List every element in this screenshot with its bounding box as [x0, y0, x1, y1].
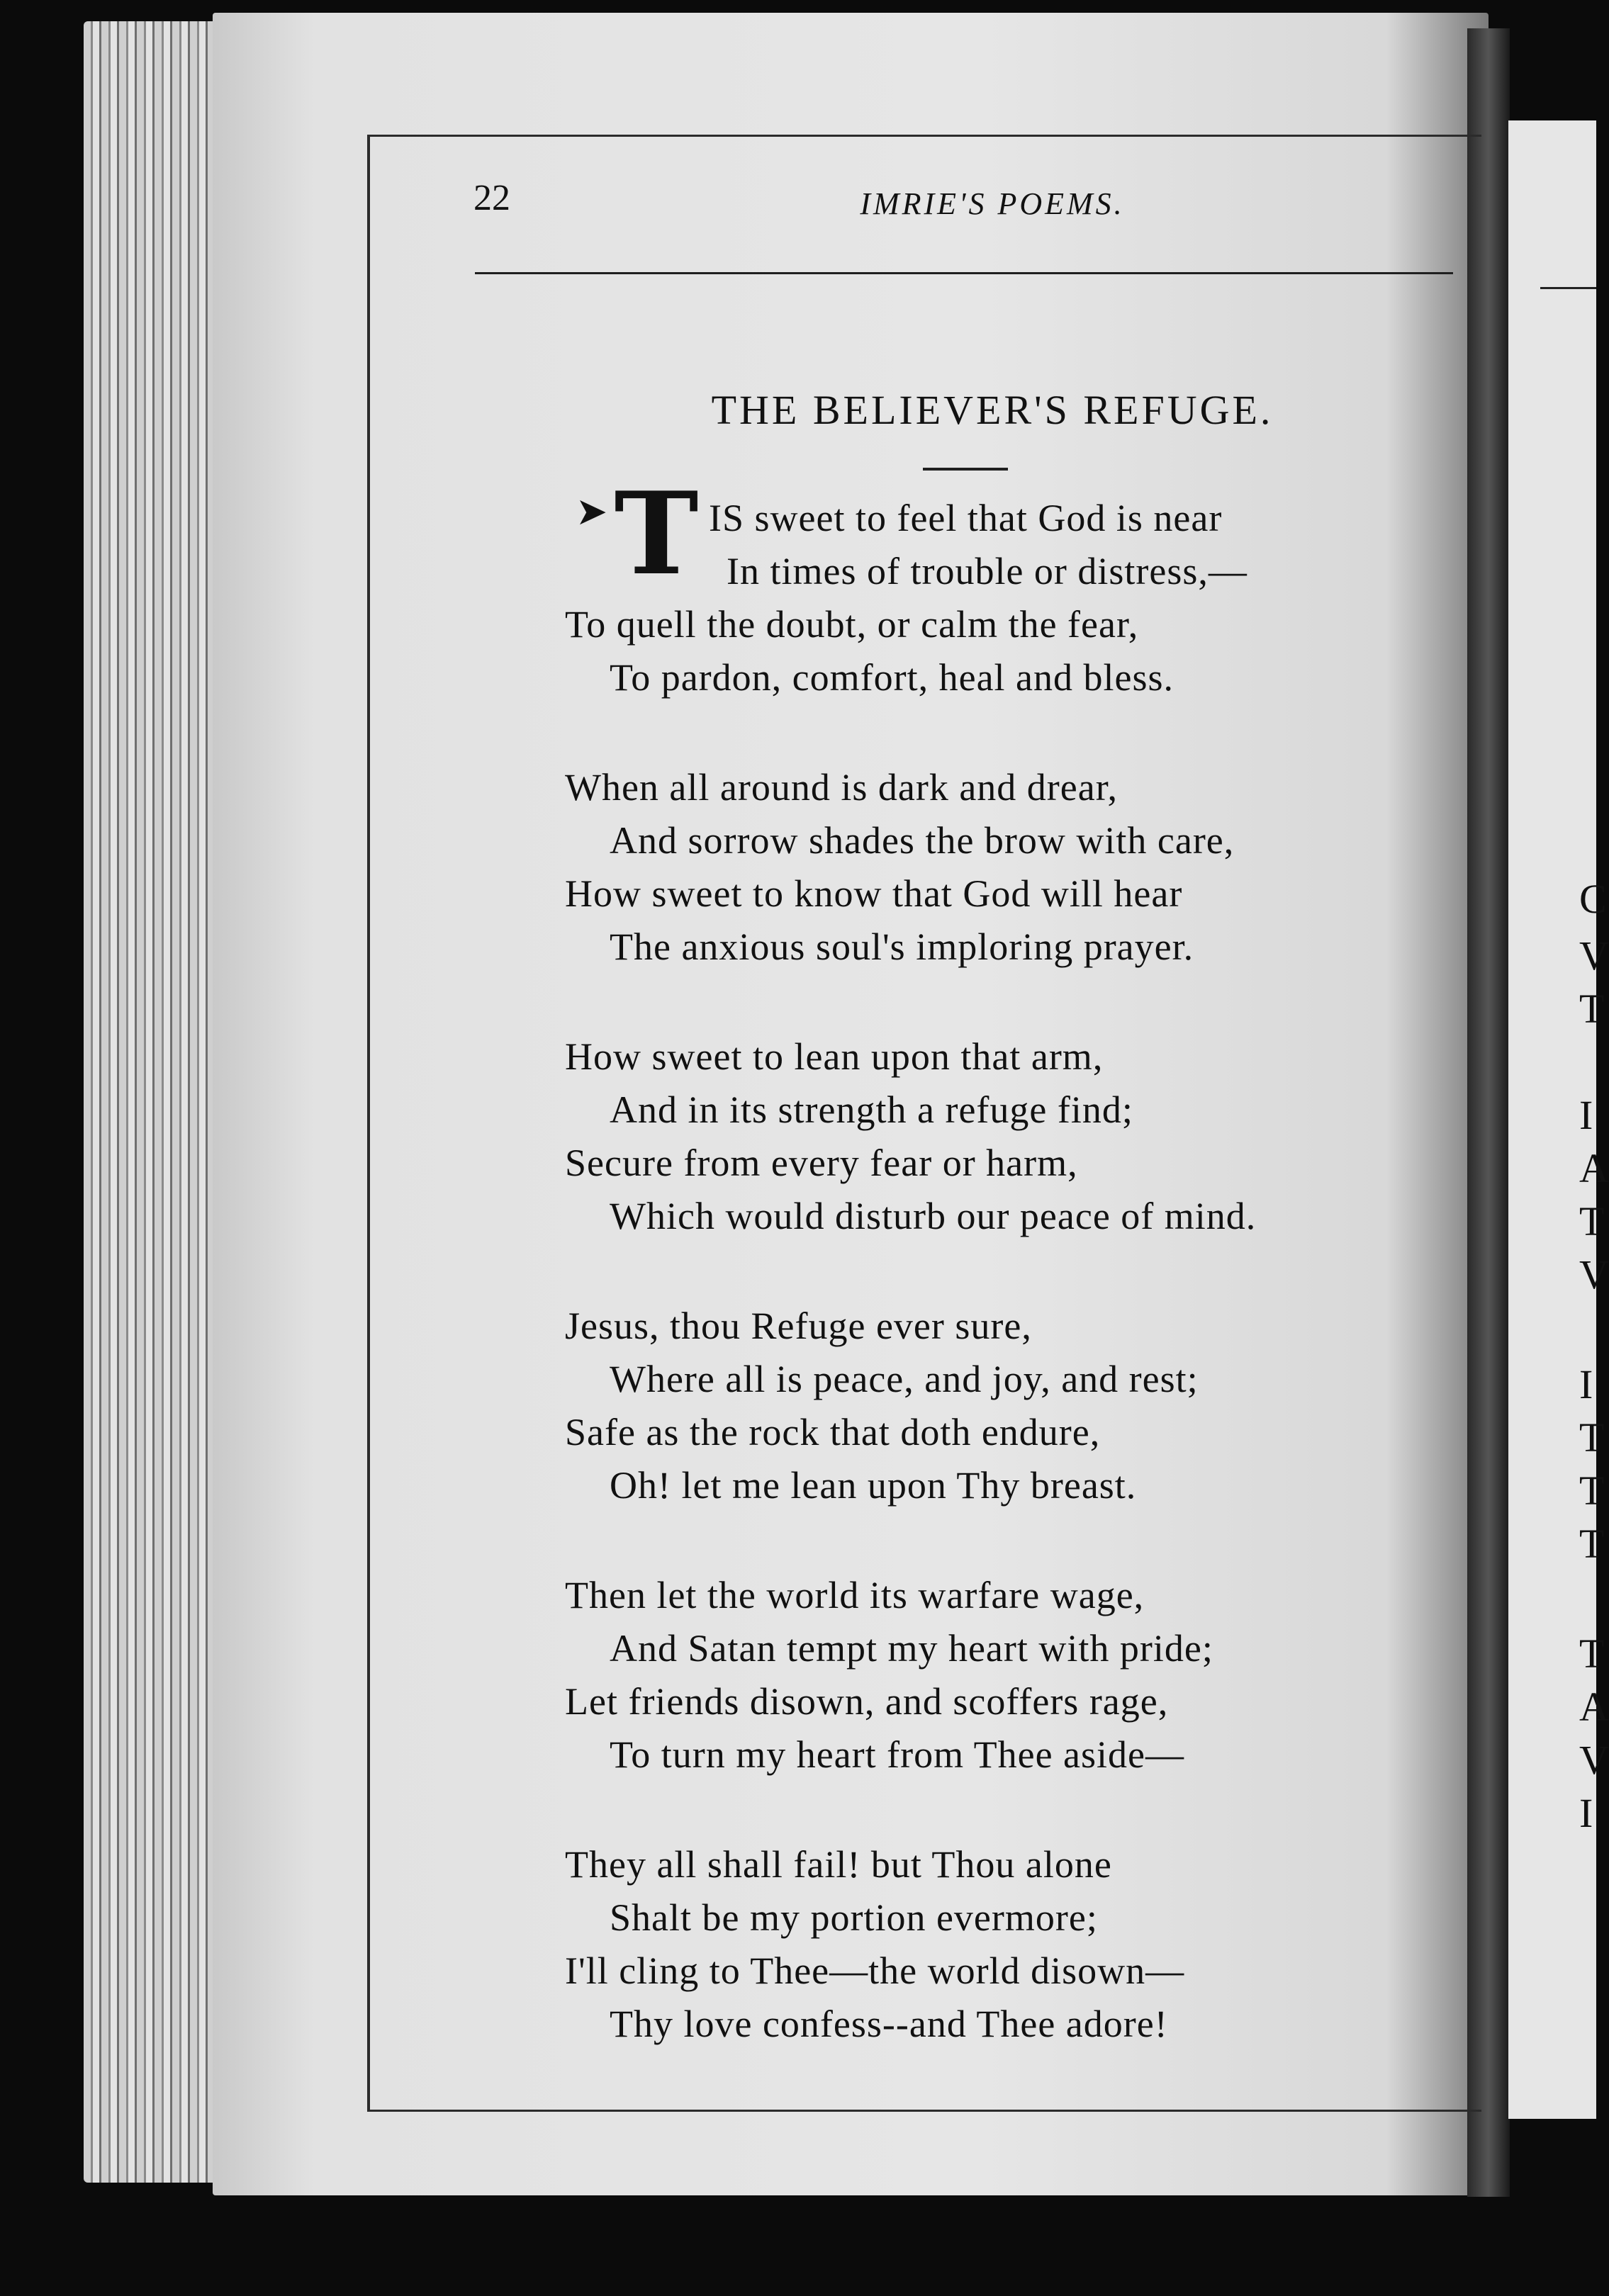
poem-line: Where all is peace, and joy, and rest;: [610, 1358, 1199, 1400]
poem-line: How sweet to lean upon that arm,: [565, 1035, 1104, 1078]
next-page-glyph: T: [1579, 1631, 1605, 1677]
poem-line: The anxious soul's imploring prayer.: [610, 925, 1194, 968]
next-page-glyph: I: [1579, 1790, 1593, 1836]
next-page-glyph: A: [1579, 1145, 1609, 1191]
poem-line: I'll cling to Thee—the world disown—: [565, 1949, 1185, 1992]
header-rule: [475, 272, 1453, 274]
next-page-glyph: T: [1579, 1468, 1605, 1514]
poem-line: And in its strength a refuge find;: [610, 1088, 1133, 1131]
poem-line: When all around is dark and drear,: [565, 766, 1119, 809]
page-number: 22: [473, 178, 510, 218]
poem-line: To quell the doubt, or calm the fear,: [565, 603, 1139, 646]
next-page-glyph: T: [1579, 1521, 1605, 1567]
next-page-rule: [1540, 287, 1596, 289]
next-page-glyph: V: [1579, 1251, 1609, 1298]
next-page-glyph: C: [1579, 876, 1607, 922]
running-head: IMRIE'S POEMS.: [860, 186, 1125, 221]
poem-line: To pardon, comfort, heal and bless.: [610, 656, 1174, 699]
poem-line: Oh! let me lean upon Thy breast.: [610, 1464, 1137, 1507]
next-page-glyph: T: [1579, 1414, 1605, 1461]
poem-line: In times of trouble or distress,—: [727, 550, 1248, 592]
next-page-glyph: V: [1579, 933, 1609, 979]
poem-line: Then let the world its warfare wage,: [565, 1574, 1145, 1616]
poem-line: Thy love confess--and Thee adore!: [610, 2003, 1168, 2045]
poem-line: And sorrow shades the brow with care,: [610, 819, 1235, 862]
poem-line: Let friends disown, and scoffers rage,: [565, 1680, 1169, 1723]
poem-line: They all shall fail! but Thou alone: [565, 1843, 1112, 1886]
next-page-glyph: I: [1579, 1361, 1593, 1407]
poem-line: Shalt be my portion evermore;: [610, 1896, 1098, 1939]
next-page-fragment: [1508, 120, 1609, 2119]
title-rule: [923, 468, 1008, 471]
next-page-glyph: T: [1579, 1198, 1605, 1244]
poem-line: To turn my heart from Thee aside—: [610, 1733, 1184, 1776]
next-page-glyph: A: [1579, 1684, 1609, 1730]
poem-line: Safe as the rock that doth endure,: [565, 1411, 1101, 1453]
next-page-glyph: I: [1579, 1092, 1593, 1138]
page-edges: [84, 21, 232, 2183]
ornament-icon: ➤: [576, 489, 608, 534]
poem-line: And Satan tempt my heart with pride;: [610, 1627, 1213, 1670]
poem-line: Jesus, thou Refuge ever sure,: [565, 1305, 1032, 1347]
poem-line: Which would disturb our peace of mind.: [610, 1195, 1257, 1237]
next-page-glyph: T: [1579, 986, 1605, 1032]
poem-line: IS sweet to feel that God is near: [709, 497, 1223, 539]
poem-line: How sweet to know that God will hear: [565, 872, 1183, 915]
drop-cap: T: [614, 467, 699, 600]
poem-title: THE BELIEVER'S REFUGE.: [711, 387, 1274, 433]
poem-line: Secure from every fear or harm,: [565, 1142, 1078, 1184]
next-page-glyph: V: [1579, 1737, 1609, 1783]
